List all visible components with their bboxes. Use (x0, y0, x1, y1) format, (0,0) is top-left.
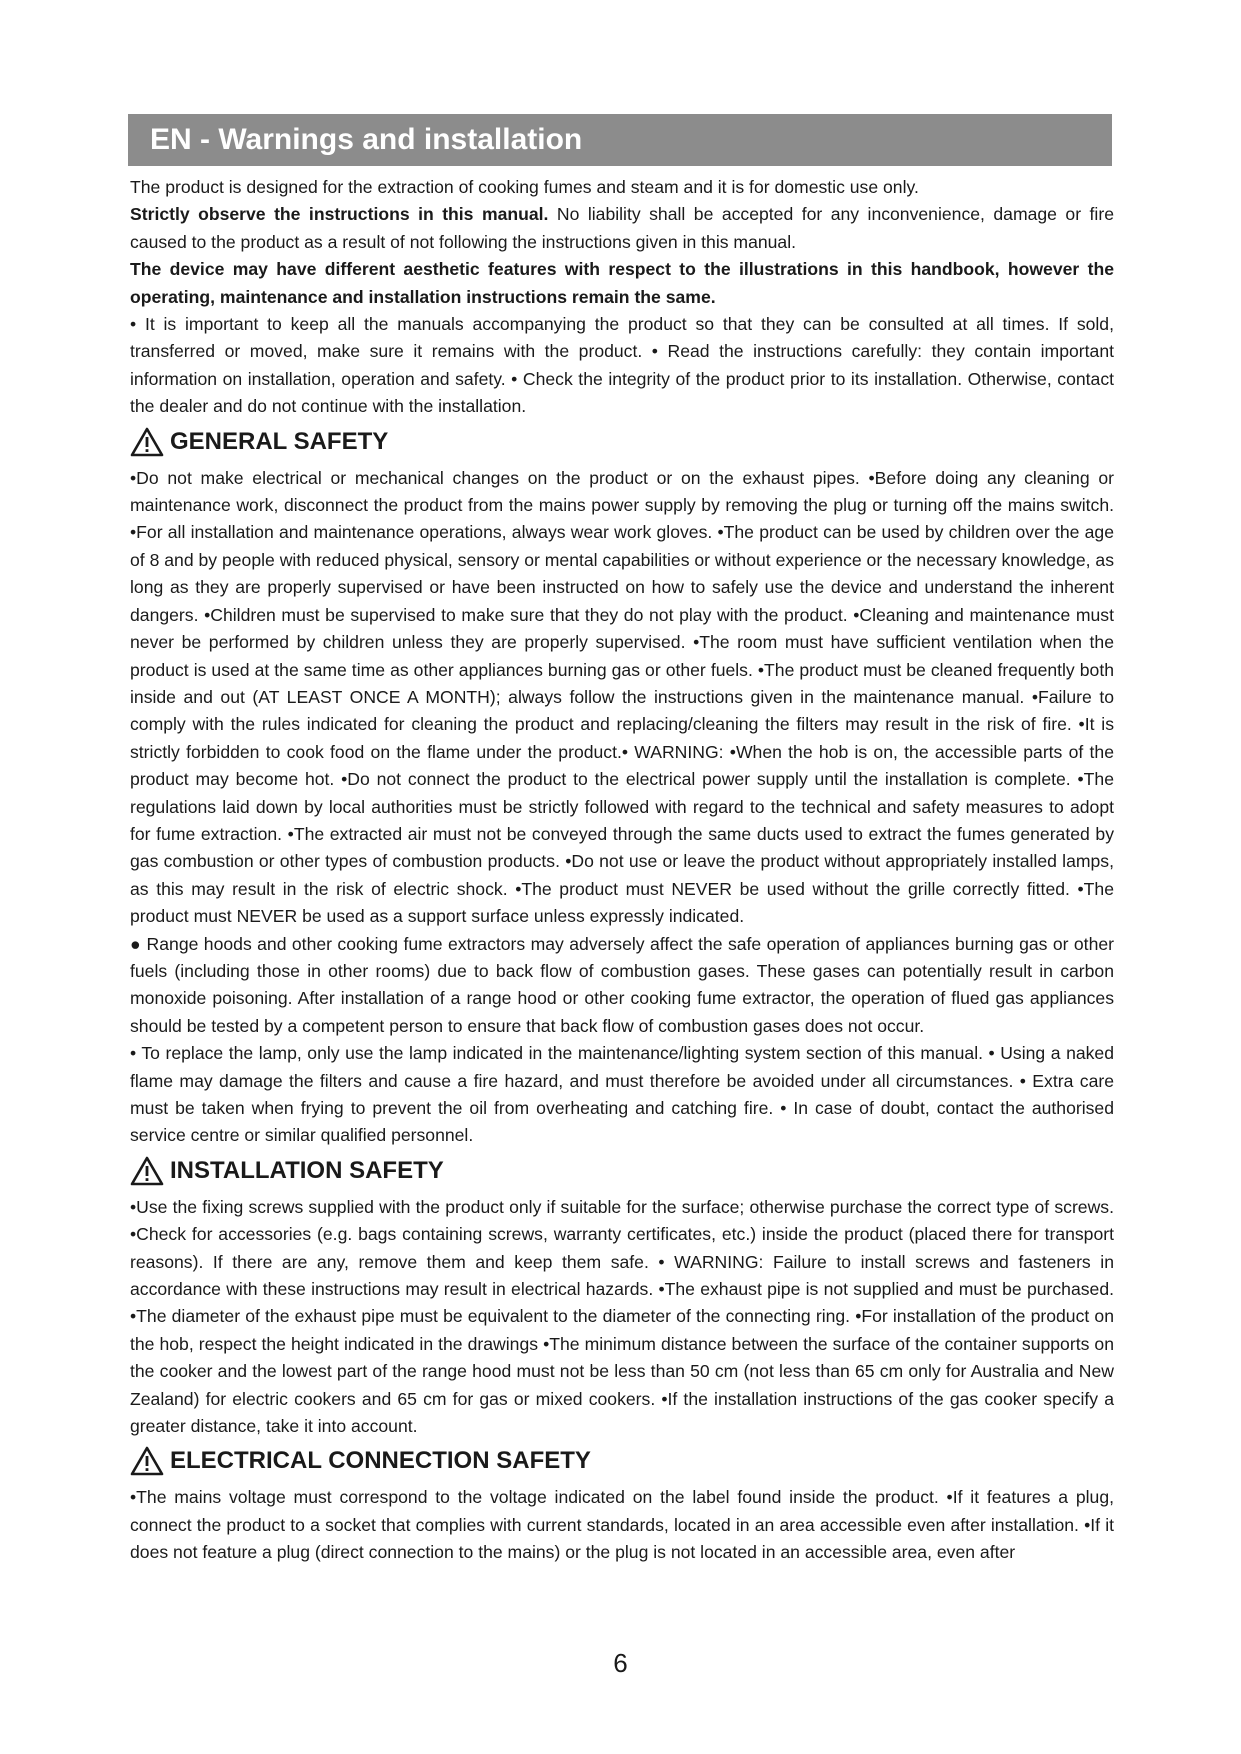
intro-bold-text: The device may have different aesthetic features with respect to the illustrations in this handbook, however the operating, maintenance and installation instructions remain the same. (130, 259, 1114, 307)
intro-paragraph: • It is important to keep all the manuals accompanying the product so that they can be consulted at all times. If sold, transferred or moved, make sure it remains with the product. • Read the instructions carefully: they contain important information on installation, operation and safety. • Check the integrity of the product prior to its installation. Otherwise, contact the dealer and do not continue with the installation. (130, 314, 1114, 417)
intro-paragraph: The product is designed for the extraction of cooking fumes and steam and it is for domestic use only. (130, 177, 919, 197)
electrical-safety-heading-text: ELECTRICAL CONNECTION SAFETY (170, 1447, 591, 1475)
general-safety-paragraph: • To replace the lamp, only use the lamp indicated in the maintenance/lighting system section of this manual. • Using a naked flame may damage the filters and cause a fire hazard, and must therefore be avoided under all circumstances. • Extra care must be taken when frying to prevent the oil from overheating and catching fire. • In case of doubt, contact the authorised service centre or similar qualified personnel. (130, 1043, 1114, 1146)
electrical-safety-heading (130, 1446, 1114, 1476)
general-safety-paragraph: •Do not make electrical or mechanical changes on the product or on the exhaust pipes. •Before doing any cleaning or maintenance work, disconnect the product from the mains power supply by removing the plug or turning off the mains switch. •For all installation and maintenance operations, always wear work gloves. •The product can be used by children over the age of 8 and by people with reduced physical, sensory or mental capabilities or without experience or the necessary knowledge, as long as they are properly supervised or have been instructed on how to safely use the device and understand the inherent dangers. •Children must be supervised to make sure that they do not play with the product. •Cleaning and maintenance must never be performed by children unless they are properly supervised. •The room must have sufficient ventilation when the product is used at the same time as other appliances burning gas or other fuels. •The product must be cleaned frequently both inside and out (AT LEAST ONCE A MONTH); always follow the instructions given in the maintenance manual. •Failure to comply with the rules indicated for cleaning the product and replacing/cleaning the filters may result in the risk of fire. •It is strictly forbidden to cook food on the flame under the product.• WARNING: •When the hob is on, the accessible parts of the product may become hot. •Do not connect the product to the electrical power supply until the installation is complete. •The regulations laid down by local authorities must be strictly followed with regard to the technical and safety measures to adopt for fume extraction. •The extracted air must not be conveyed through the same ducts used to extract the fumes generated by gas combustion or other types of combustion products. •Do not use or leave the product without appropriately installed lamps, as this may result in the risk of electric shock. •The product must NEVER be used without the grille correctly fitted. •The product must NEVER be used as a support surface unless expressly indicated. (130, 467, 1114, 927)
general-safety-heading-text: GENERAL SAFETY (170, 427, 389, 455)
general-safety-heading (130, 427, 1114, 457)
intro-paragraph (130, 256, 1114, 311)
page-content (130, 174, 1114, 1567)
installation-safety-heading (130, 1156, 1114, 1186)
electrical-safety-paragraph: •The mains voltage must correspond to the voltage indicated on the label found inside the product. •If it features a plug, connect the product to a socket that complies with current standards, located in an area accessible even after installation. •If it does not feature a plug (direct connection to the mains) or the plug is not located in an accessible area, even after (130, 1487, 1114, 1563)
intro-paragraph (130, 201, 1114, 256)
warning-triangle-icon (130, 427, 164, 457)
page-number: 6 (613, 1648, 628, 1678)
intro-text: No liability shall be accepted for any inconvenience, damage or fire caused to the product as a result of not following the instructions given in this manual. (130, 204, 1114, 252)
warning-triangle-icon (130, 1446, 164, 1476)
section-title-banner: EN - Warnings and installation (128, 114, 1112, 166)
installation-safety-heading-text: INSTALLATION SAFETY (170, 1156, 444, 1184)
warning-triangle-icon (130, 1156, 164, 1186)
general-safety-paragraph: ● Range hoods and other cooking fume extractors may adversely affect the safe operation of appliances burning gas or other fuels (including those in other rooms) due to back flow of combustion gases. These gases can potentially result in carbon monoxide poisoning. After installation of a range hood or other cooking fume extractor, the operation of flued gas appliances should be tested by a competent person to ensure that back flow of combustion gases does not occur. (130, 933, 1114, 1036)
installation-safety-paragraph: •Use the fixing screws supplied with the product only if suitable for the surface; otherwise purchase the correct type of screws. •Check for accessories (e.g. bags containing screws, warranty certificates, etc.) inside the product (placed there for transport reasons). If there are any, remove them and keep them safe. • WARNING: Failure to install screws and fasteners in accordance with these instructions may result in electrical hazards. •The exhaust pipe is not supplied and must be purchased. •The diameter of the exhaust pipe must be equivalent to the diameter of the connecting ring. •For installation of the product on the hob, respect the height indicated in the drawings •The minimum distance between the surface of the container supports on the cooker and the lowest part of the range hood must not be less than 50 cm (not less than 65 cm only for Australia and New Zealand) for electric cookers and 65 cm for gas or mixed cookers. •If the installation instructions of the gas cooker specify a greater distance, take it into account. (130, 1196, 1114, 1437)
intro-bold-text: Strictly observe the instructions in this manual. (130, 204, 549, 225)
